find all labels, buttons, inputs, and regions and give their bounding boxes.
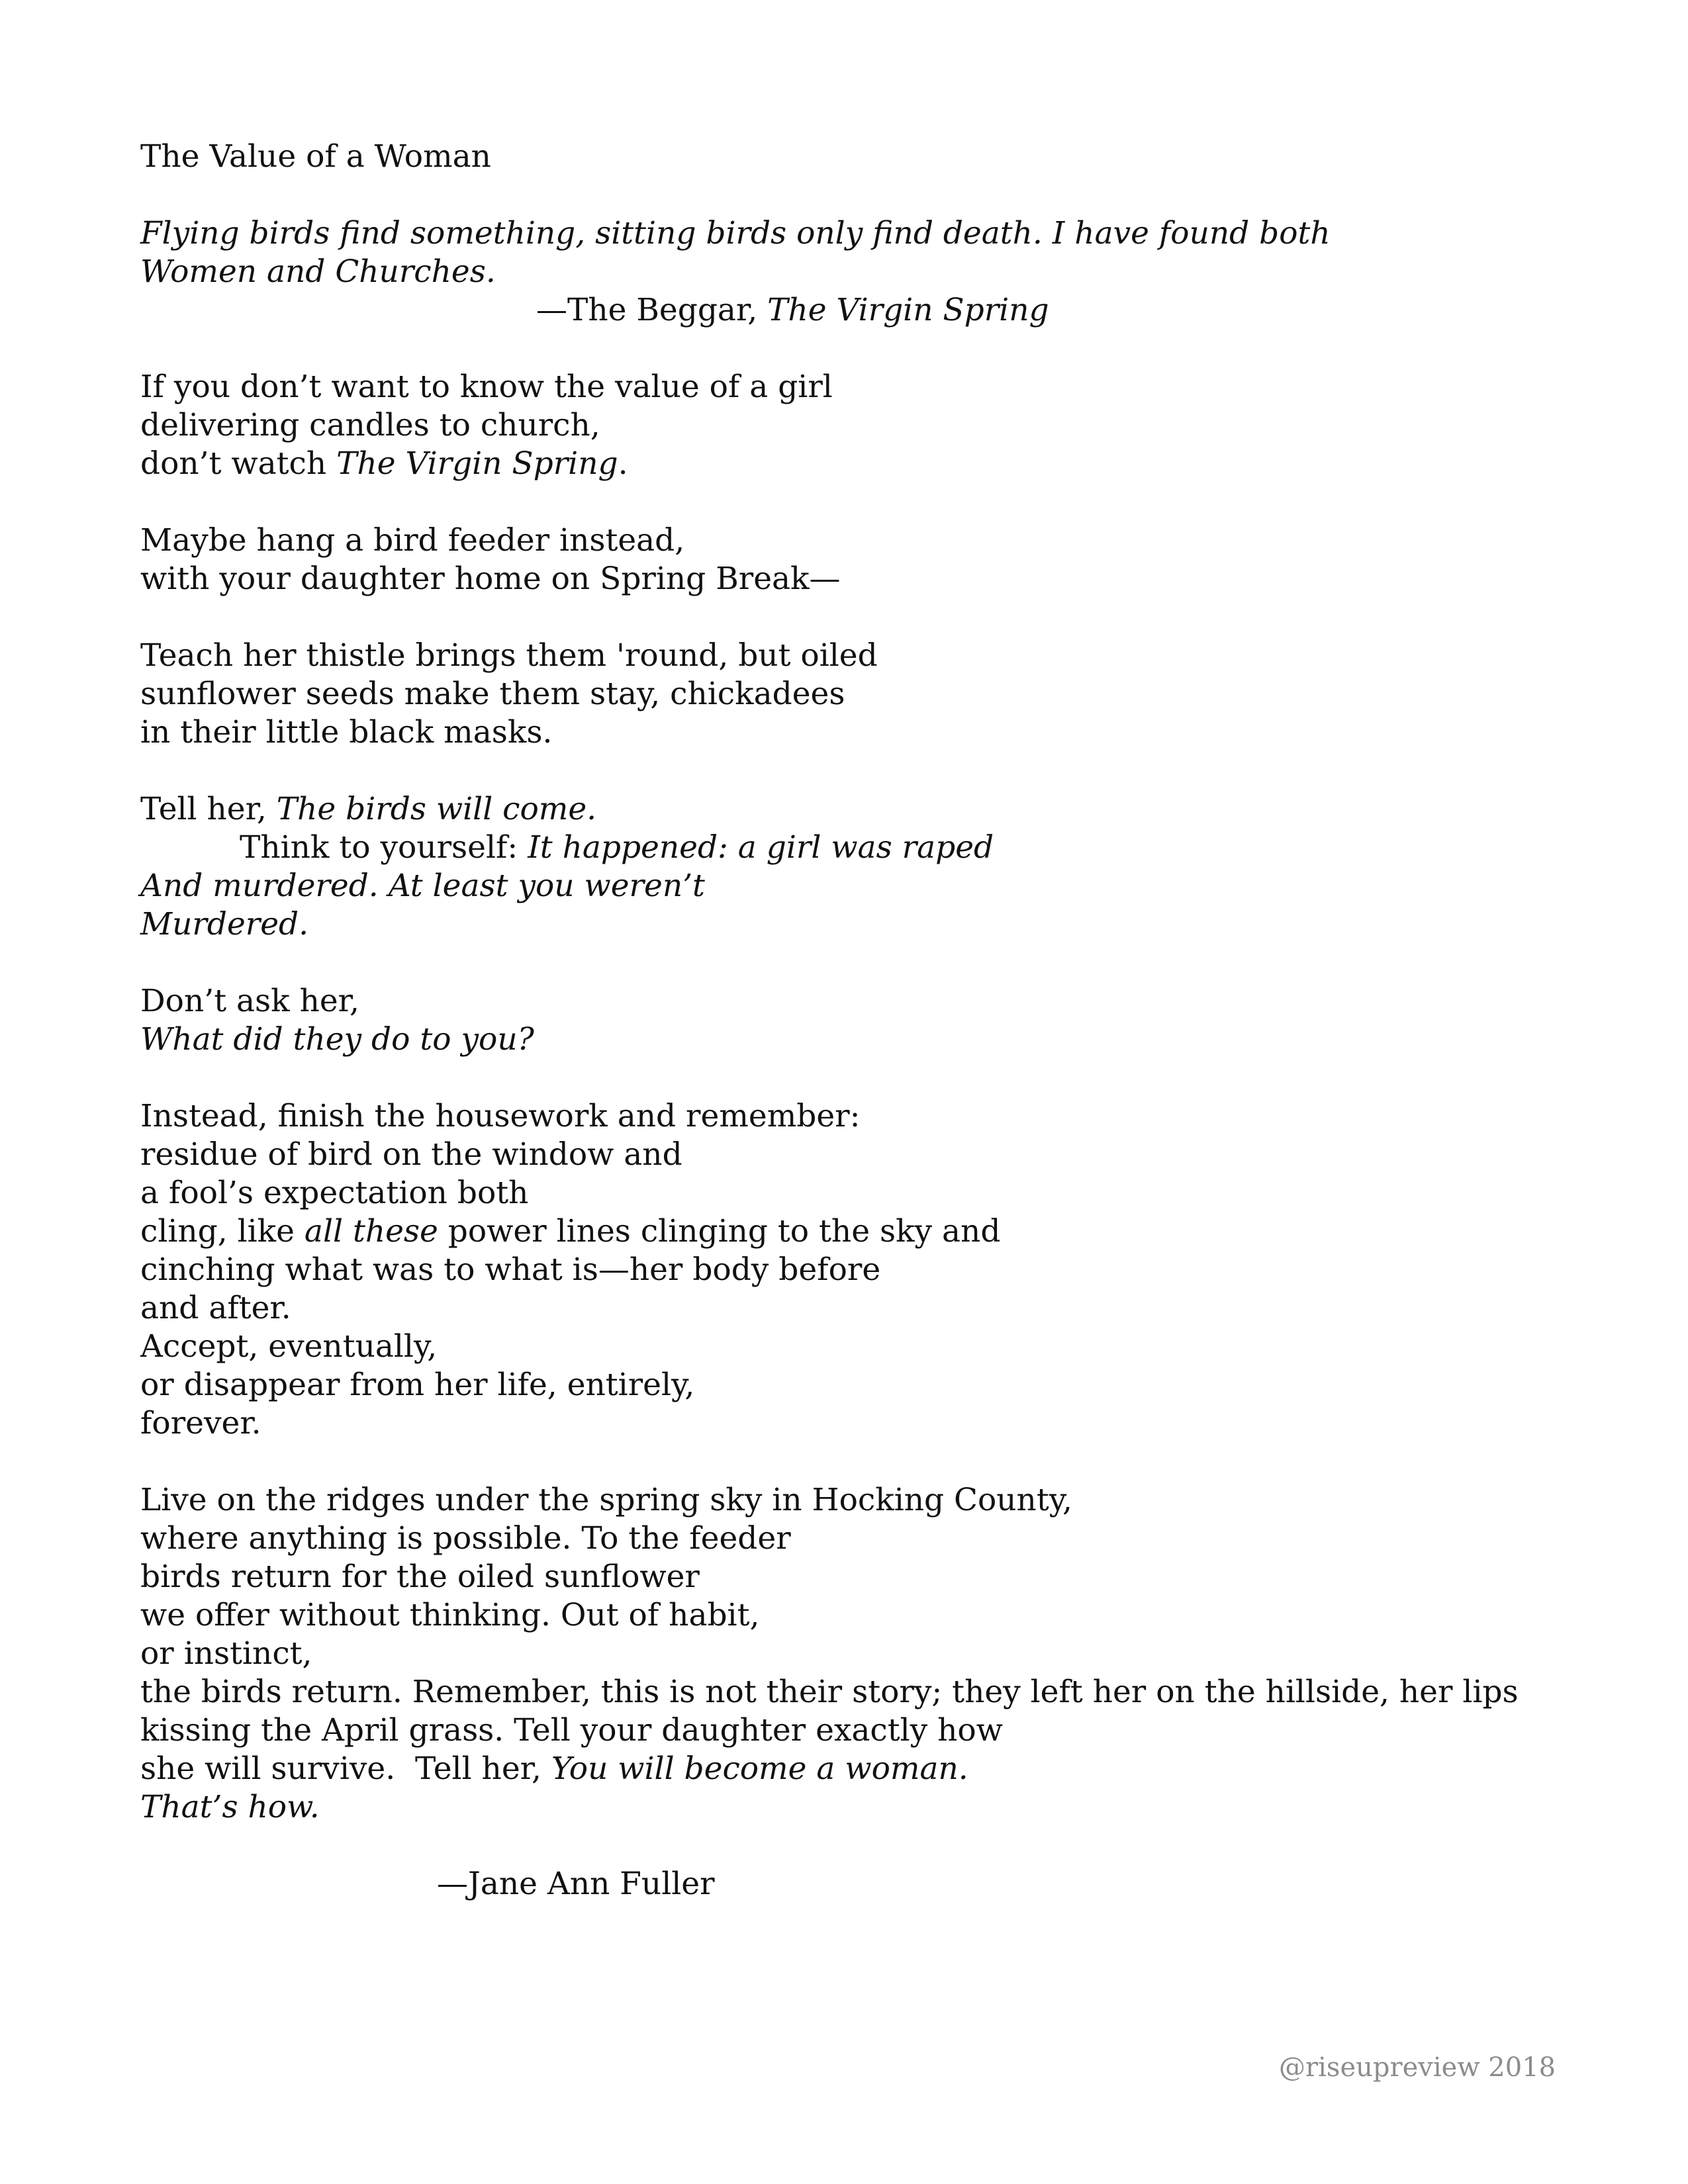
poem-line [140,445,1564,483]
line-text: don’t watch [140,445,337,482]
poem-line: And murdered. At least you weren’t [140,868,705,904]
poem-body [140,138,1564,1903]
attribution-speaker: —The Beggar, [536,292,768,328]
italic-text: You will become a woman. [551,1751,968,1787]
poem-line: cinching what was to what is—her body before [140,1251,881,1288]
stanza-break [140,944,1564,982]
poem-line: Instead, finish the housework and remember: [140,1098,861,1134]
epigraph-attribution [140,291,1564,330]
poem-line: a fool’s expectation both [140,1175,529,1211]
line-text: Think to yourself: [240,829,528,866]
poem-line: the birds return. Remember, this is not their story; they left her on the hillside, her lips [140,1674,1519,1710]
line-text: she will survive. Tell her, [140,1751,551,1787]
stanza-break [140,1443,1564,1481]
italic-text: The birds will come. [276,791,597,827]
line-text: power lines clinging to the sky and [438,1213,1001,1250]
attribution-work: The Virgin Spring [767,292,1049,328]
poem-line [140,1750,1564,1788]
stanza-break [140,330,1564,368]
poem-line: where anything is possible. To the feeder [140,1520,791,1557]
poem-line: forever. [140,1405,261,1441]
poem-line: Maybe hang a bird feeder instead, [140,522,685,559]
epigraph-line: Women and Churches. [140,253,496,290]
poem-line: That’s how. [140,1789,320,1825]
poem-line: delivering candles to church, [140,407,600,443]
poem-line: Live on the ridges under the spring sky in Hocking County, [140,1482,1072,1518]
author-signature: —Jane Ann Fuller [437,1866,715,1902]
poem-line: or instinct, [140,1635,312,1672]
poem-line [140,790,1564,829]
epigraph-line: Flying birds find something, sitting birds only find death. I have found both [140,215,1331,251]
line-text: Tell her, [140,791,277,827]
poem-line: Teach her thistle brings them 'round, but oiled [140,637,878,674]
poem-line: What did they do to you? [140,1021,534,1058]
poem-line: or disappear from her life, entirely, [140,1367,695,1403]
line-text: cling, like [140,1213,305,1250]
stanza-break [140,598,1564,637]
stanza-break [140,1059,1564,1097]
italic-text: all these [304,1213,438,1250]
poem-line: kissing the April grass. Tell your daughter exactly how [140,1712,1003,1749]
poem-title: The Value of a Woman [140,138,491,175]
footer-credit: @riseupreview 2018 [1279,2052,1556,2083]
film-title: The Virgin Spring [336,445,618,482]
line-text: . [618,445,628,482]
poem-line: Don’t ask her, [140,983,359,1019]
poem-line: with your daughter home on Spring Break— [140,561,841,597]
poem-line: Murdered. [140,906,309,942]
poem-line: we offer without thinking. Out of habit, [140,1597,760,1633]
poem-line [140,829,1564,867]
stanza-break [140,483,1564,522]
italic-text: It happened: a girl was raped [528,829,994,866]
poem-line: in their little black masks. [140,714,553,751]
poem-line: residue of bird on the window and [140,1136,682,1173]
poem-line [140,1212,1564,1251]
stanza-break [140,752,1564,790]
poem-line: Accept, eventually, [140,1328,438,1365]
poem-line: and after. [140,1290,291,1326]
stanza-break [140,1827,1564,1865]
poem-line: If you don’t want to know the value of a girl [140,369,833,405]
poem-line: birds return for the oiled sunflower [140,1559,700,1595]
poem-line: sunflower seeds make them stay, chickadees [140,676,845,712]
